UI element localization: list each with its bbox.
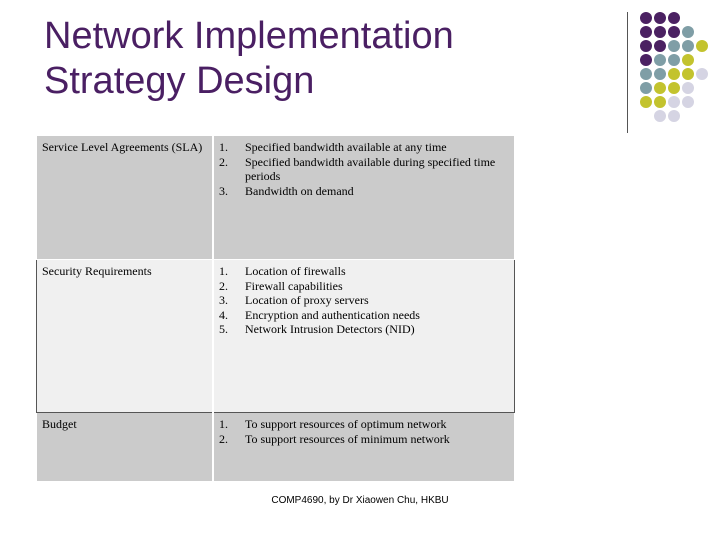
item-text: Location of proxy servers [245, 293, 369, 307]
item-number: 1. [219, 140, 228, 154]
item-text: Specified bandwidth available during specified time periods [245, 154, 496, 183]
dot-yellow [668, 82, 680, 94]
list-item [219, 184, 509, 199]
list-item [219, 417, 509, 432]
item-number: 2. [219, 431, 228, 446]
dot-teal [654, 54, 666, 66]
dot-teal [668, 54, 680, 66]
row-label: Security Requirements [37, 260, 214, 413]
dot-purple [668, 12, 680, 24]
item-text: Specified bandwidth available at any time [245, 140, 447, 154]
dot-purple [654, 12, 666, 24]
list-item [219, 140, 509, 155]
dot-lavender [696, 68, 708, 80]
table-row-security [37, 260, 515, 413]
item-text: To support resources of optimum network [245, 417, 447, 431]
table-row-sla [37, 136, 515, 260]
item-number: 4. [219, 307, 228, 322]
row-items-cell [213, 413, 515, 482]
dot-purple [640, 12, 652, 24]
list-item [219, 293, 509, 308]
dot-yellow [654, 96, 666, 108]
list-item [219, 308, 509, 323]
slide-footer: COMP4690, by Dr Xiaowen Chu, HKBU [271, 495, 449, 506]
list-item [219, 155, 509, 184]
dot-purple [640, 26, 652, 38]
dot-purple [640, 54, 652, 66]
decorative-divider [627, 12, 628, 133]
dot-yellow [682, 68, 694, 80]
dot-yellow [668, 68, 680, 80]
list-item [219, 264, 509, 279]
item-number: 1. [219, 417, 228, 431]
item-number: 2. [219, 154, 228, 169]
title-line-2: Strategy Design [44, 60, 315, 102]
dot-yellow [640, 96, 652, 108]
row-label: Budget [37, 413, 214, 482]
dot-teal [682, 40, 694, 52]
dot-lavender [668, 96, 680, 108]
item-text: To support resources of minimum network [245, 431, 450, 446]
list-item [219, 279, 509, 294]
dot-purple [668, 26, 680, 38]
numbered-list [219, 140, 509, 198]
dot-teal [682, 26, 694, 38]
dot-teal [640, 82, 652, 94]
item-text: Network Intrusion Detectors (NID) [245, 322, 415, 336]
item-number: 2. [219, 278, 228, 293]
dot-lavender [682, 96, 694, 108]
dot-purple [640, 40, 652, 52]
slide-title [44, 14, 604, 104]
dot-teal [654, 68, 666, 80]
dot-lavender [654, 110, 666, 122]
dot-yellow [682, 54, 694, 66]
dot-purple [654, 26, 666, 38]
strategy-table [36, 135, 515, 482]
numbered-list [219, 417, 509, 446]
row-items-cell [213, 136, 515, 260]
item-number: 3. [219, 183, 228, 198]
row-items-cell [213, 260, 515, 413]
row-label: Service Level Agreements (SLA) [37, 136, 214, 260]
dot-yellow [696, 40, 708, 52]
dot-teal [668, 40, 680, 52]
list-item [219, 322, 509, 337]
dot-teal [640, 68, 652, 80]
item-text: Firewall capabilities [245, 278, 343, 293]
dot-lavender [668, 110, 680, 122]
dot-lavender [682, 82, 694, 94]
item-text: Location of firewalls [245, 264, 346, 278]
title-line-1: Network Implementation [44, 15, 454, 57]
item-text: Bandwidth on demand [245, 183, 354, 198]
dot-purple [654, 40, 666, 52]
item-number: 3. [219, 293, 228, 307]
item-text: Encryption and authentication needs [245, 307, 420, 322]
item-number: 1. [219, 264, 228, 278]
numbered-list [219, 264, 509, 337]
item-number: 5. [219, 322, 228, 336]
dot-yellow [654, 82, 666, 94]
list-item [219, 432, 509, 447]
table-row-budget [37, 413, 515, 482]
